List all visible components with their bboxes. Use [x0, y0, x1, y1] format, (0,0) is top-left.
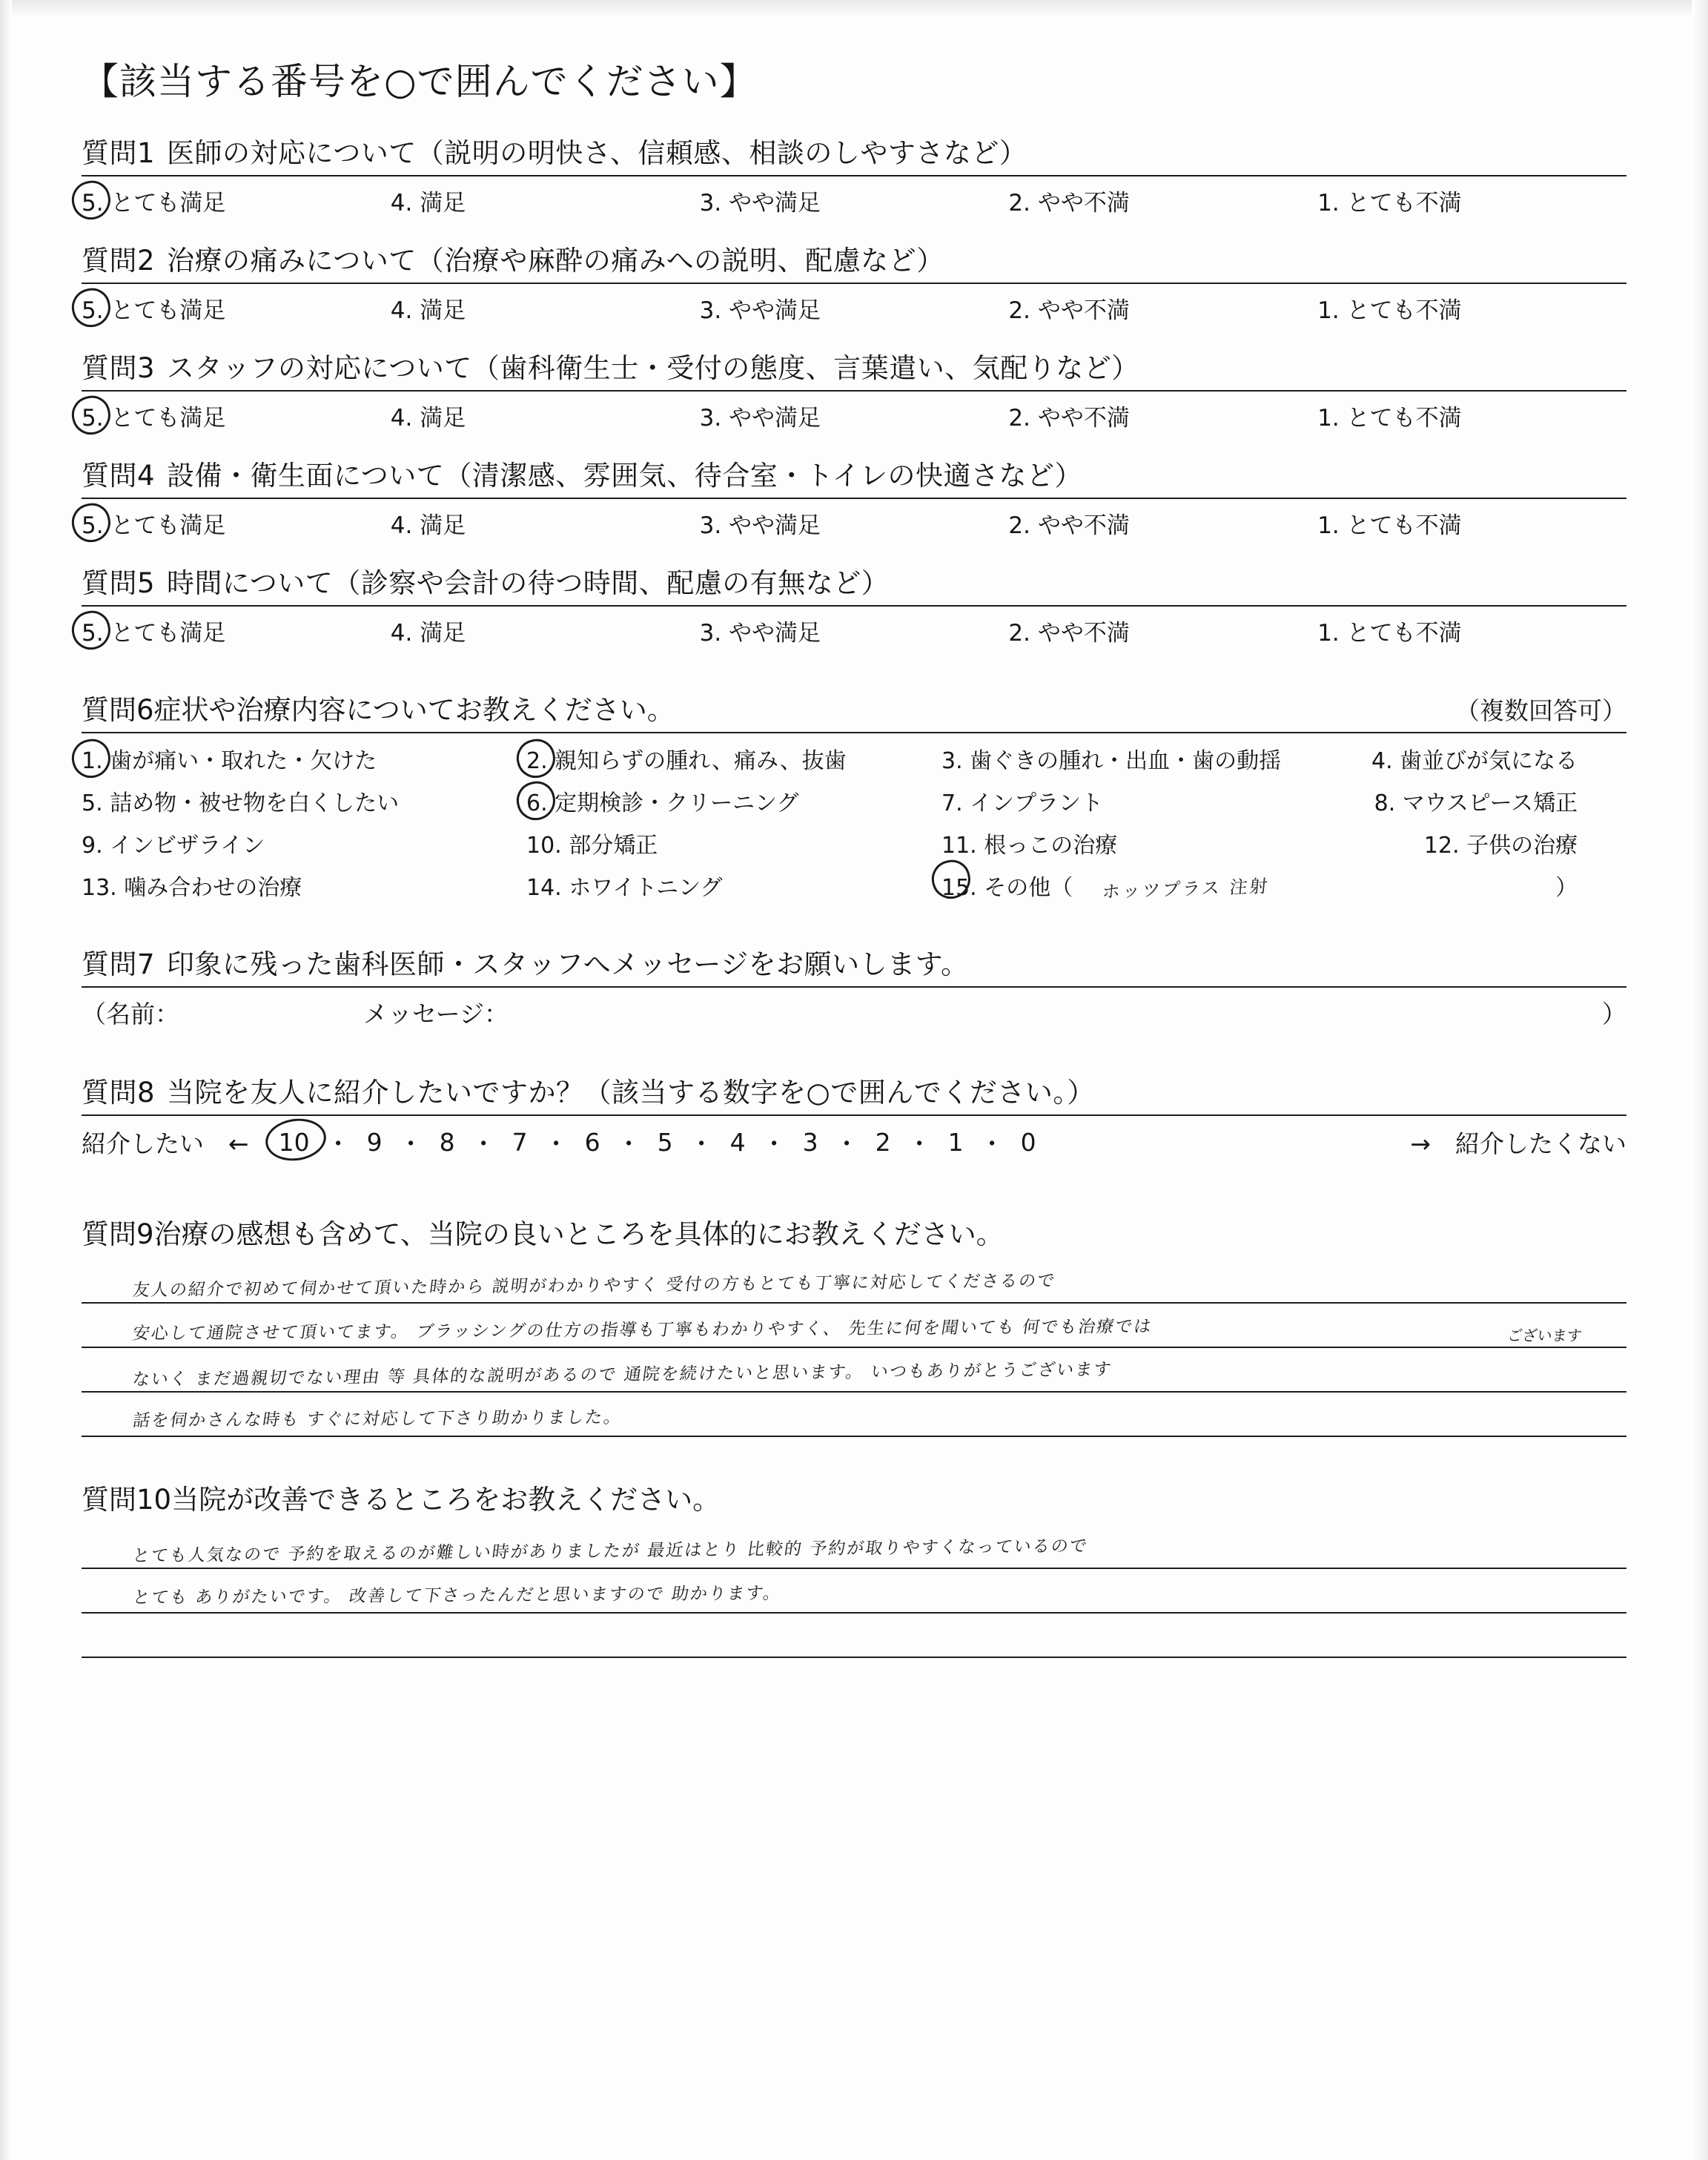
- scale-option[interactable]: 1. とても不満: [1317, 297, 1462, 324]
- question-1-text: 医師の対応について（説明の明快さ、信頼感、相談のしやすさなど）: [167, 137, 1027, 169]
- handwriting-line[interactable]: [82, 1569, 1626, 1614]
- q8-value[interactable]: 2: [875, 1128, 891, 1157]
- scale-option[interactable]: 3. やや満足: [699, 405, 821, 432]
- q6-other-handwritten-value: ホッツプラス 注射: [1101, 876, 1271, 903]
- question-5-text: 時間について（診察や会計の待つ時間、配慮の有無など）: [167, 567, 890, 599]
- divider: [82, 175, 1626, 176]
- question-block-2: [82, 238, 1626, 325]
- divider: [82, 390, 1626, 392]
- q8-value[interactable]: 3: [802, 1128, 818, 1157]
- q8-separator: ・: [761, 1129, 787, 1158]
- selected-answer-marker[interactable]: 5. とても満足: [82, 512, 226, 539]
- question-9-heading: [82, 1212, 1626, 1252]
- question-4-text: 設備・衛生面について（清潔感、雰囲気、待合室・トイレの快適さなど）: [167, 460, 1082, 492]
- divider: [82, 498, 1626, 499]
- q8-selected-value[interactable]: 10: [278, 1128, 310, 1157]
- question-6-note: （複数回答可）: [1455, 696, 1626, 725]
- q6-option[interactable]: 13. 噛み合わせの治療: [82, 875, 302, 901]
- question-5-scale: [82, 610, 1626, 647]
- question-3-label: 質問3: [82, 352, 156, 384]
- handwriting-text: とても人気なので 予約を取えるのが難しい時がありましたが 最近はとり 比較的 予約が取りやすくなっているので: [131, 1536, 1090, 1566]
- handwriting-superscript: ございます: [1506, 1327, 1583, 1344]
- q8-values: [279, 1125, 1384, 1160]
- scan-edge-right: [1692, 0, 1708, 2160]
- question-6-label: 質問6: [82, 694, 154, 726]
- q7-message-field-label[interactable]: メッセージ：: [363, 1000, 509, 1028]
- question-7-heading: [82, 942, 1626, 982]
- q6-selected-option[interactable]: 6. 定期検診・クリーニング: [526, 790, 799, 816]
- question-2-text: 治療の痛みについて（治療や麻酔の痛みへの説明、配慮など）: [167, 245, 944, 277]
- q8-separator: ・: [689, 1129, 714, 1158]
- scale-option[interactable]: [82, 614, 391, 647]
- question-8-heading: [82, 1070, 1626, 1110]
- handwriting-text: 友人の紹介で初めて伺かせて頂いた時から 説明がわかりやすく 受付の方もとても丁寧に対応してくださるので: [131, 1271, 1057, 1301]
- q8-value[interactable]: 7: [512, 1128, 528, 1157]
- divider: [82, 732, 1626, 733]
- question-8-scale: [82, 1119, 1626, 1160]
- q6-option[interactable]: 3. 歯ぐきの腫れ・出血・歯の動揺: [941, 748, 1282, 774]
- question-2-scale: [82, 287, 1626, 325]
- handwriting-text: 話を伺かさんな時も すぐに対応して下さり助かりました。: [131, 1407, 624, 1431]
- question-block-10: [82, 1477, 1626, 1658]
- divider: [82, 986, 1626, 988]
- question-2-label: 質問2: [82, 245, 156, 277]
- q8-separator: ・: [834, 1129, 859, 1158]
- page-title: 【該当する番号を○で囲んでください】: [82, 60, 758, 103]
- question-4-scale: [82, 502, 1626, 540]
- question-10-answer-area[interactable]: [82, 1525, 1626, 1658]
- scale-option[interactable]: [82, 184, 391, 217]
- question-block-7: [82, 942, 1626, 1030]
- q6-option[interactable]: 11. 根っこの治療: [941, 833, 1118, 859]
- handwriting-text: 安心して通院させて頂いてます。 ブラッシングの仕方の指導も丁寧もわかりやすく、 先生に何を聞いても 何でも治療では: [130, 1317, 1154, 1344]
- question-block-1: [82, 131, 1626, 217]
- scale-option[interactable]: 1. とても不満: [1317, 405, 1462, 432]
- selected-answer-marker[interactable]: 5. とても満足: [82, 190, 226, 217]
- q8-value[interactable]: 8: [439, 1128, 455, 1157]
- selected-answer-marker[interactable]: 5. とても満足: [82, 405, 226, 432]
- q6-option[interactable]: 7. インプラント: [941, 790, 1104, 816]
- q8-value[interactable]: 4: [729, 1128, 746, 1157]
- scale-option[interactable]: 3. やや満足: [699, 297, 821, 324]
- scale-option[interactable]: 1. とても不満: [1317, 512, 1462, 539]
- q6-other-label[interactable]: 15. その他（: [941, 869, 1073, 902]
- scale-option[interactable]: 4. 満足: [390, 512, 466, 539]
- scale-option[interactable]: [82, 291, 391, 325]
- handwriting-line[interactable]: [82, 1614, 1626, 1658]
- scale-option[interactable]: 1. とても不満: [1317, 620, 1462, 647]
- q6-option[interactable]: 10. 部分矯正: [526, 833, 658, 859]
- q6-option[interactable]: 8. マウスピース矯正: [1374, 790, 1578, 816]
- selected-answer-marker[interactable]: 5. とても満足: [82, 297, 226, 324]
- scale-option[interactable]: 2. やや不満: [1008, 620, 1130, 647]
- scale-option[interactable]: 4. 満足: [390, 297, 466, 324]
- q6-option[interactable]: 9. インビザライン: [82, 833, 265, 859]
- question-9-text: 治療の感想も含めて、当院の良いところを具体的にお教えください。: [153, 1218, 1004, 1250]
- divider: [82, 605, 1626, 607]
- scale-option[interactable]: 4. 満足: [390, 405, 466, 432]
- question-6-title: [82, 687, 675, 727]
- q8-separator: ・: [616, 1129, 641, 1158]
- handwriting-line[interactable]: [82, 1304, 1626, 1348]
- question-6-options: [82, 736, 1626, 902]
- q6-selected-option[interactable]: 1. 歯が痛い・取れた・欠けた: [82, 748, 377, 774]
- q8-separator: ・: [979, 1129, 1004, 1158]
- question-block-9: [82, 1212, 1626, 1437]
- question-6-text: 症状や治療内容についてお教えください。: [153, 694, 675, 726]
- q6-other-row[interactable]: [941, 869, 1578, 902]
- question-block-5: [82, 561, 1626, 647]
- question-10-text: 当院が改善できるところをお教えください。: [171, 1484, 721, 1516]
- scale-option[interactable]: 1. とても不満: [1317, 190, 1462, 217]
- question-10-heading: [82, 1477, 1626, 1517]
- scale-option[interactable]: 4. 満足: [390, 190, 466, 217]
- q8-value[interactable]: 0: [1020, 1128, 1036, 1157]
- question-4-heading: [82, 453, 1626, 493]
- question-1-heading: [82, 131, 1626, 171]
- question-7-text: 印象に残った歯科医師・スタッフへメッセージをお願いします。: [167, 948, 969, 980]
- scale-option[interactable]: [82, 399, 391, 432]
- q8-value[interactable]: 5: [657, 1128, 673, 1157]
- scale-option[interactable]: 4. 満足: [390, 620, 466, 647]
- scan-edge-left: [0, 0, 12, 2160]
- question-block-3: [82, 346, 1626, 432]
- question-8-label: 質問8: [82, 1077, 156, 1109]
- scan-edge-top: [0, 0, 1708, 19]
- q7-close-paren: ）: [1602, 1000, 1626, 1028]
- q6-option[interactable]: [82, 742, 526, 775]
- handwriting-line[interactable]: [82, 1525, 1626, 1569]
- question-3-scale: [82, 394, 1626, 432]
- q7-name-field-label[interactable]: （名前：: [82, 1000, 179, 1028]
- q8-separator: ・: [471, 1129, 496, 1158]
- q6-selected-option[interactable]: 2. 親知らずの腫れ、痛み、抜歯: [526, 748, 847, 774]
- q8-value[interactable]: 6: [584, 1128, 600, 1157]
- q6-option[interactable]: [526, 742, 941, 775]
- scale-option[interactable]: 2. やや不満: [1008, 512, 1130, 539]
- question-8-text: 当院を友人に紹介したいですか？（該当する数字を○で囲んでください。）: [167, 1077, 1095, 1109]
- question-7-fields: [82, 991, 1626, 1030]
- divider: [82, 283, 1626, 284]
- q8-value[interactable]: 1: [947, 1128, 964, 1157]
- handwriting-text: ないく まだ過親切でない理由 等 具体的な説明があるので 通院を続けたいと思います。 いつもありがとうございます: [131, 1360, 1114, 1390]
- scale-option[interactable]: 3. やや満足: [699, 512, 821, 539]
- divider: [82, 1114, 1626, 1116]
- q6-option[interactable]: [526, 785, 941, 817]
- q8-tail-label: → 紹介したくない: [1410, 1129, 1626, 1158]
- q8-lead-label: 紹介したい ←: [82, 1129, 249, 1158]
- scale-option[interactable]: 2. やや不満: [1008, 405, 1130, 432]
- question-3-text: スタッフの対応について（歯科衛生士・受付の態度、言葉遣い、気配りなど）: [167, 352, 1139, 384]
- q6-option[interactable]: 5. 詰め物・被せ物を白くしたい: [82, 790, 400, 816]
- scale-option[interactable]: 3. やや満足: [699, 190, 821, 217]
- scale-option[interactable]: 2. やや不満: [1008, 190, 1130, 217]
- q8-separator: ・: [543, 1129, 569, 1158]
- scale-option[interactable]: 3. やや満足: [699, 620, 821, 647]
- q6-other-close: ）: [1555, 875, 1578, 901]
- question-4-label: 質問4: [82, 460, 156, 492]
- question-10-label: 質問10: [82, 1484, 172, 1516]
- q6-option[interactable]: 14. ホワイトニング: [526, 875, 723, 901]
- question-2-heading: [82, 238, 1626, 278]
- selected-answer-marker[interactable]: 5. とても満足: [82, 620, 226, 647]
- q8-separator: ・: [325, 1129, 351, 1158]
- handwriting-line[interactable]: [82, 1259, 1626, 1304]
- question-block-8: [82, 1070, 1626, 1160]
- q8-separator: ・: [907, 1129, 932, 1158]
- question-6-heading: [82, 687, 1626, 727]
- scale-option[interactable]: [82, 506, 391, 540]
- question-block-6: [82, 687, 1626, 902]
- question-9-answer-area[interactable]: [82, 1259, 1626, 1437]
- question-1-scale: [82, 179, 1626, 217]
- question-5-label: 質問5: [82, 567, 156, 599]
- question-9-label: 質問9: [82, 1218, 154, 1250]
- q6-option[interactable]: 12. 子供の治療: [1423, 833, 1578, 859]
- q8-value[interactable]: 9: [366, 1128, 383, 1157]
- question-5-heading: [82, 561, 1626, 601]
- question-3-heading: [82, 346, 1626, 386]
- scale-option[interactable]: 2. やや不満: [1008, 297, 1130, 324]
- question-block-4: [82, 453, 1626, 540]
- question-7-label: 質問7: [82, 948, 156, 980]
- question-1-label: 質問1: [82, 137, 156, 169]
- q8-separator: ・: [398, 1129, 423, 1158]
- handwriting-line[interactable]: [82, 1393, 1626, 1437]
- handwriting-text: とても ありがたいです。 改善して下さったんだと思いますので 助かります。: [131, 1583, 784, 1608]
- q6-option[interactable]: 4. 歯並びが気になる: [1371, 748, 1578, 774]
